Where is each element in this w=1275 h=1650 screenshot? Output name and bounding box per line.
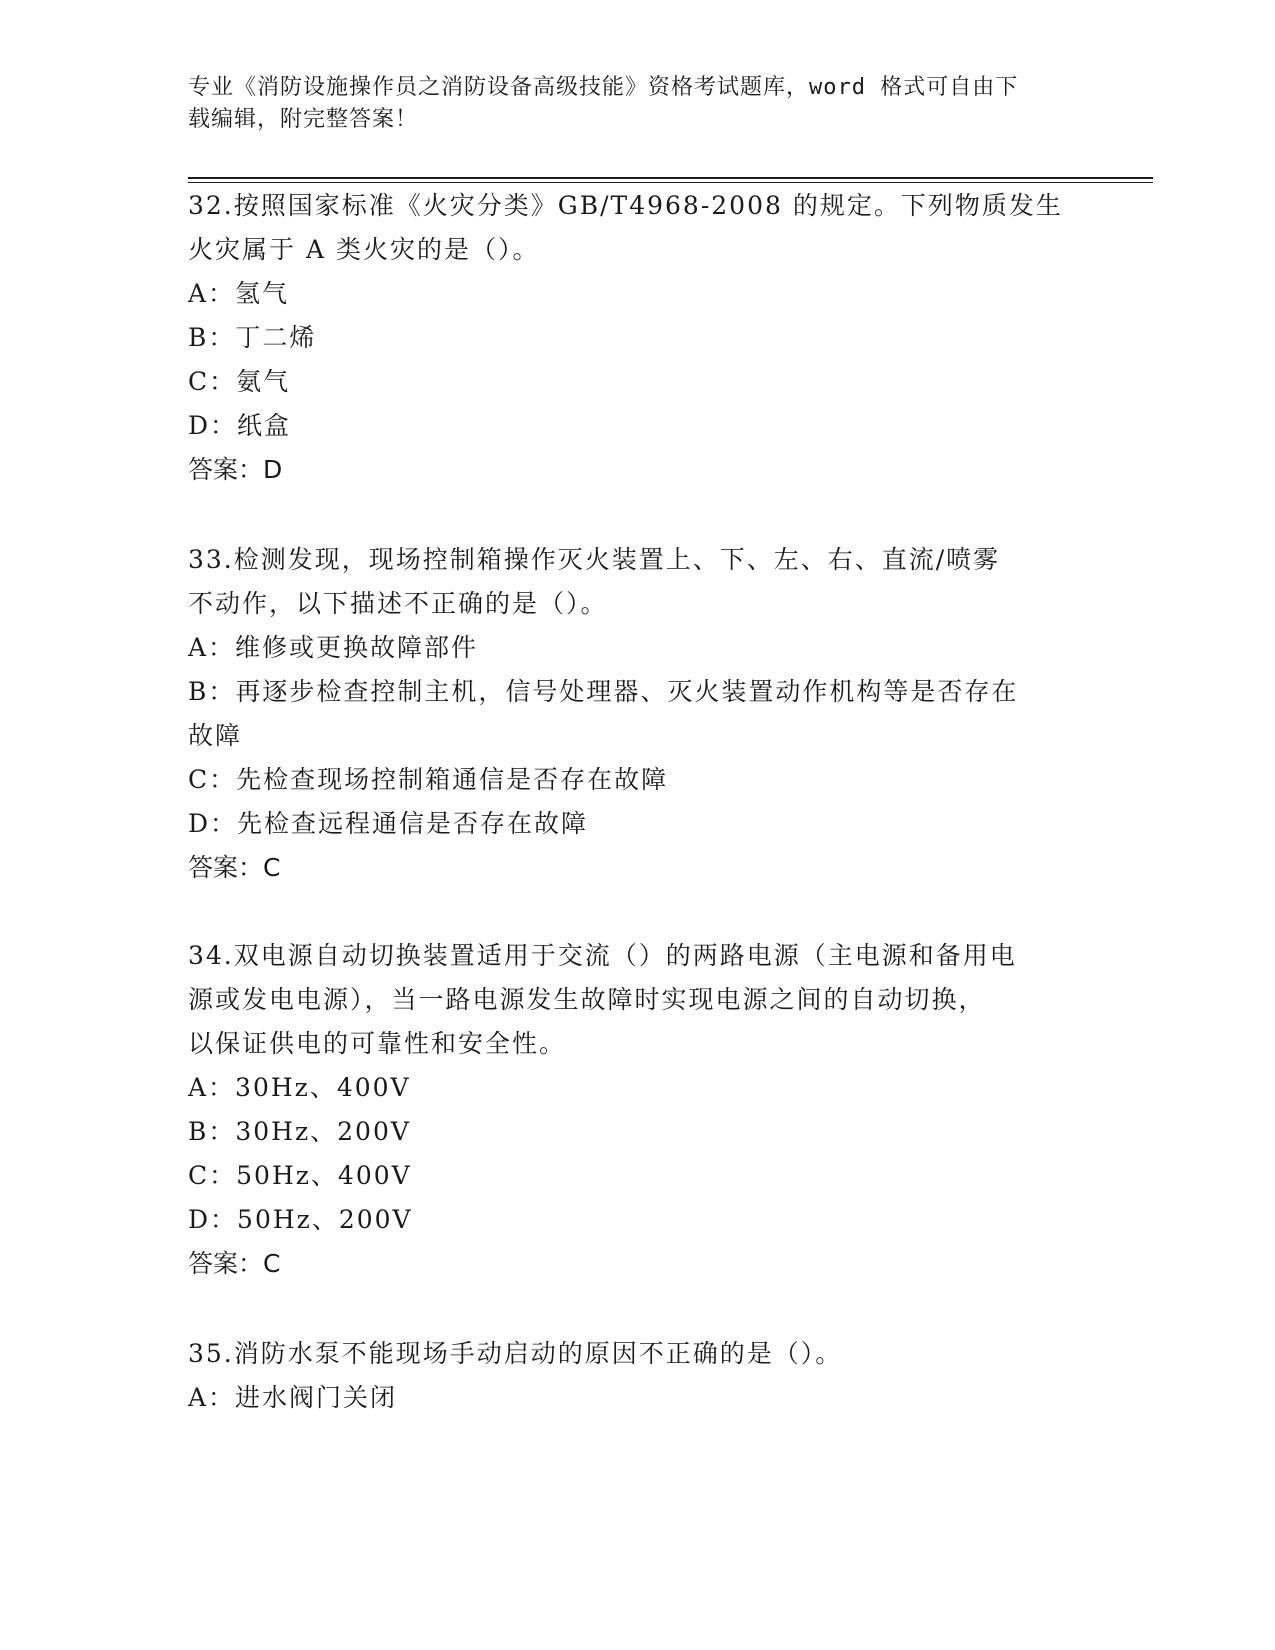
question-33-option-a: A：维修或更换故障部件 <box>188 633 479 662</box>
question-33-option-d: D：先检查远程通信是否存在故障 <box>188 809 589 838</box>
question-32-option-a: A：氢气 <box>188 279 290 308</box>
question-33-stem-line-2: 不动作，以下描述不正确的是（）。 <box>188 589 608 618</box>
question-33-option-b-line-2: 故障 <box>188 721 243 750</box>
question-33-option-c: C：先检查现场控制箱通信是否存在故障 <box>188 765 669 794</box>
question-34-option-a: A：30Hz、400V <box>188 1073 411 1102</box>
header-line-2: 载编辑，附完整答案！ <box>188 107 419 132</box>
question-34-stem-line-1: 34.双电源自动切换装置适用于交流（）的两路电源（主电源和备用电 <box>188 941 1017 970</box>
header-divider-thin <box>188 182 1153 183</box>
question-33-answer: 答案：C <box>188 853 281 882</box>
document-header <box>188 72 1068 136</box>
header-divider-thick <box>188 177 1153 179</box>
question-34-stem-line-3: 以保证供电的可靠性和安全性。 <box>188 1029 567 1058</box>
question-33-option-b-line-1: B：再逐步检查控制主机，信号处理器、灭火装置动作机构等是否存在 <box>188 677 1019 706</box>
question-32-option-b: B：丁二烯 <box>188 323 317 352</box>
question-34-option-d: D：50Hz、200V <box>188 1205 413 1234</box>
question-34-option-b: B：30Hz、200V <box>188 1117 411 1146</box>
question-34-answer: 答案：C <box>188 1249 281 1278</box>
question-32-stem-line-2: 火灾属于 A 类火灾的是（）。 <box>188 235 540 264</box>
question-35-stem-line-1: 35.消防水泵不能现场手动启动的原因不正确的是（）。 <box>188 1339 843 1368</box>
question-32-option-d: D：纸盒 <box>188 411 292 440</box>
question-35-option-a: A：进水阀门关闭 <box>188 1383 398 1412</box>
question-34-option-c: C：50Hz、400V <box>188 1161 412 1190</box>
header-line-1: 专业《消防设施操作员之消防设备高级技能》资格考试题库，word 格式可自由下 <box>188 75 1019 100</box>
question-32-stem-line-1: 32.按照国家标准《火灾分类》GB/T4968-2008 的规定。下列物质发生 <box>188 191 1063 220</box>
question-33-stem-line-1: 33.检测发现，现场控制箱操作灭火装置上、下、左、右、直流/喷雾 <box>188 545 1001 574</box>
question-34-stem-line-2: 源或发电电源），当一路电源发生故障时实现电源之间的自动切换， <box>188 985 986 1014</box>
question-32-answer: 答案：D <box>188 455 283 484</box>
question-32-option-c: C：氨气 <box>188 367 291 396</box>
